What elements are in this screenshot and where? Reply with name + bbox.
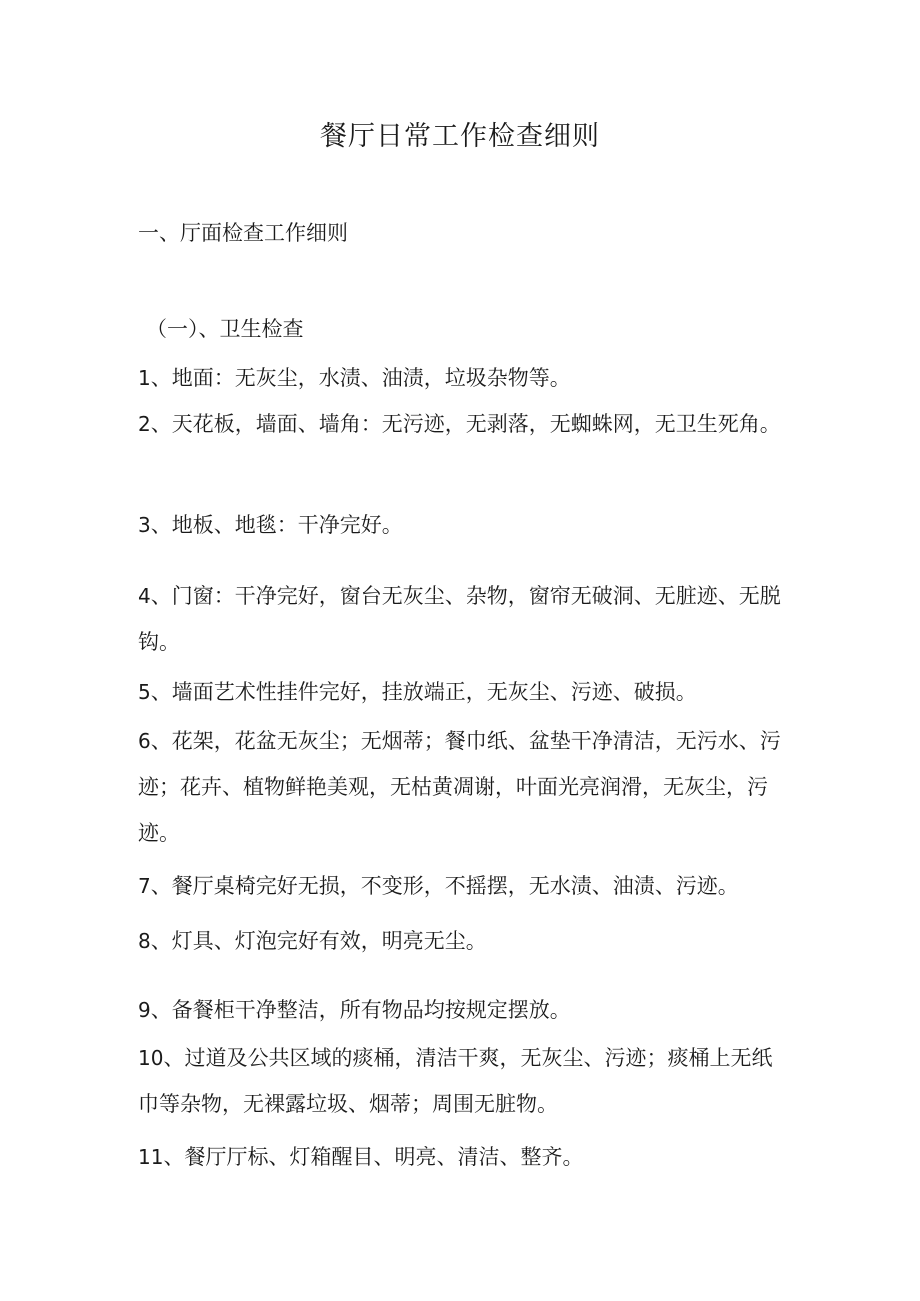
list-item [138, 718, 788, 856]
section-heading: 一、厅面检查工作细则 [138, 221, 348, 245]
item-text: 、地面：无灰尘，水渍、油渍，垃圾杂物等。 [150, 366, 571, 390]
item-number: 1 [138, 366, 151, 390]
item-number: 6 [138, 729, 151, 753]
item-text: 、餐厅桌椅完好无损，不变形，不摇摆，无水渍、油渍、污迹。 [150, 874, 739, 898]
document-title: 餐厅日常工作检查细则 [320, 121, 600, 152]
item-text: 、餐厅厅标、灯箱醒目、明亮、清洁、整齐。 [163, 1145, 584, 1169]
list-item [138, 987, 788, 1033]
item-text: 、灯具、灯泡完好有效，明亮无尘。 [150, 929, 487, 953]
subsection-heading: （一）、卫生检查 [146, 317, 304, 341]
list-item [138, 355, 788, 401]
list-item [138, 1134, 788, 1180]
list-item [138, 918, 788, 964]
item-number: 7 [138, 874, 151, 898]
list-item [138, 502, 788, 548]
item-text: 、天花板，墙面、墙角：无污迹，无剥落，无蜘蛛网，无卫生死角。 [150, 412, 781, 436]
item-number: 9 [138, 998, 151, 1022]
item-number: 4 [138, 584, 151, 608]
item-text: 、过道及公共区域的痰桶，清洁干爽，无灰尘、污迹；痰桶上无纸巾等杂物，无裸露垃圾、烟蒂；周围无脏物。 [138, 1046, 773, 1116]
item-number: 10 [138, 1046, 164, 1070]
list-item [138, 1035, 788, 1127]
item-text: 、门窗：干净完好，窗台无灰尘、杂物，窗帘无破洞、无脏迹、无脱钩。 [138, 584, 781, 654]
item-text: 、备餐柜干净整洁，所有物品均按规定摆放。 [150, 998, 571, 1022]
item-number: 11 [138, 1145, 164, 1169]
item-text: 、墙面艺术性挂件完好，挂放端正，无灰尘、污迹、破损。 [150, 680, 697, 704]
item-number: 5 [138, 680, 151, 704]
item-number: 3 [138, 513, 151, 537]
item-number: 2 [138, 412, 151, 436]
item-text: 、花架，花盆无灰尘；无烟蒂；餐巾纸、盆垫干净清洁，无污水、污迹；花卉、植物鲜艳美观，无枯黄凋谢，叶面光亮润滑，无灰尘，污迹。 [138, 729, 781, 845]
item-number: 8 [138, 929, 151, 953]
list-item [138, 573, 788, 665]
list-item [138, 863, 788, 909]
list-item [138, 401, 788, 447]
item-text: 、地板、地毯：干净完好。 [150, 513, 403, 537]
list-item [138, 669, 788, 715]
